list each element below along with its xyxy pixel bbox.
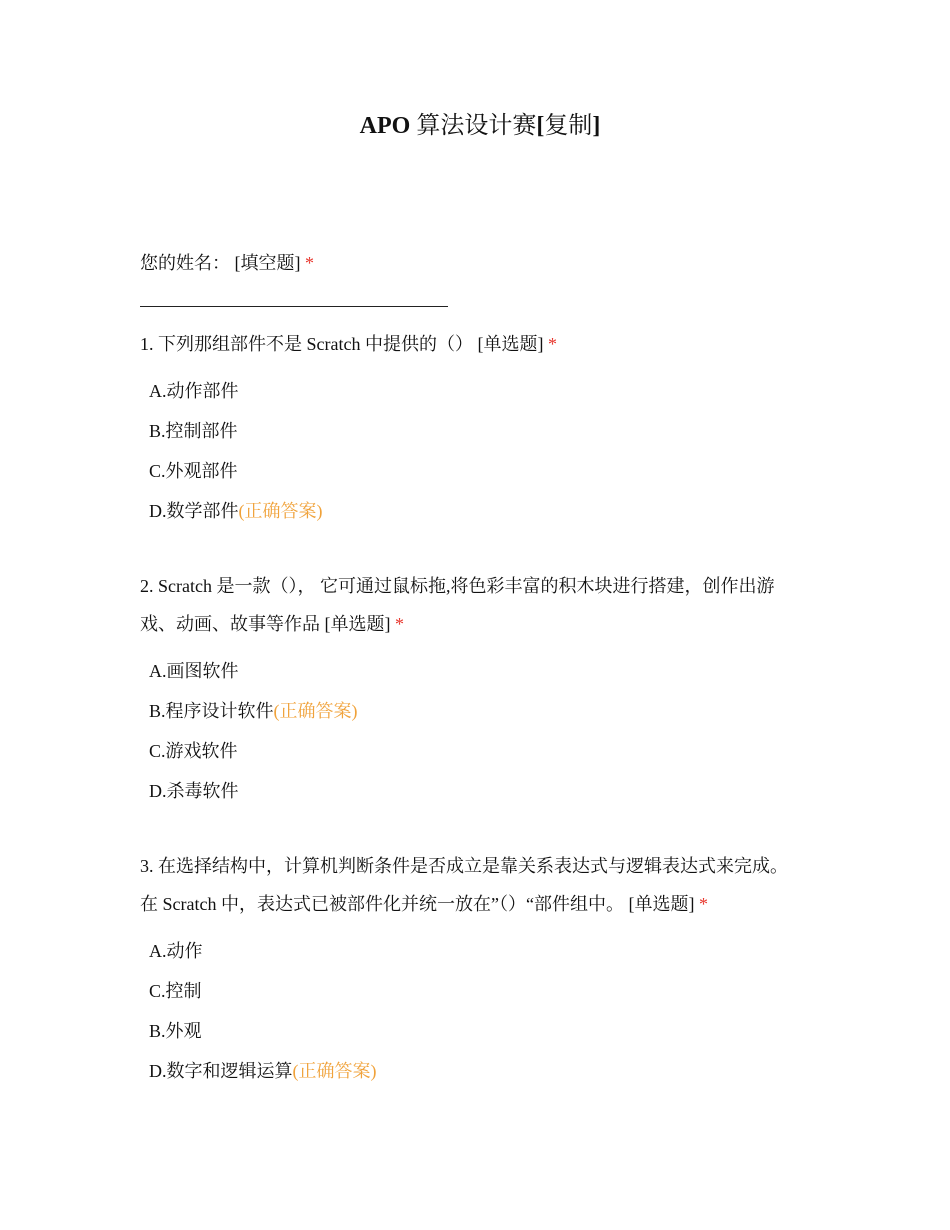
option-label: C.控制	[149, 981, 202, 1001]
option-label: B.控制部件	[149, 421, 238, 441]
option-label: C.外观部件	[149, 461, 238, 481]
required-mark: *	[698, 894, 708, 914]
option-label: A.动作部件	[149, 381, 239, 401]
option-label: D.数学部件	[149, 501, 239, 521]
question-3-text	[140, 847, 820, 923]
required-mark: *	[547, 334, 557, 354]
question-2-option-d	[149, 779, 239, 803]
question-3-option-c	[149, 1019, 202, 1043]
question-1-option-d	[149, 499, 323, 523]
option-label: D.数字和逻辑运算	[149, 1061, 293, 1081]
question-2-type: [单选题]	[320, 614, 395, 634]
required-mark: *	[305, 253, 314, 273]
name-question-label: 您的姓名：	[140, 253, 230, 273]
option-label: A.画图软件	[149, 661, 239, 681]
question-3-option-d	[149, 1059, 377, 1083]
title-bracket-open: [	[536, 113, 545, 139]
question-1-option-a	[149, 379, 239, 403]
option-label: B.外观	[149, 1021, 202, 1041]
question-1-option-b	[149, 419, 238, 443]
title-prefix: APO	[359, 113, 411, 139]
survey-title	[0, 110, 950, 142]
question-3-type: [单选题]	[623, 894, 699, 914]
question-2-stem-line2: 戏、动画、故事等作品	[140, 614, 320, 634]
name-question-type: [填空题]	[230, 253, 305, 273]
question-2-text	[140, 567, 820, 643]
title-bracket-close: ]	[592, 113, 601, 139]
required-mark: *	[395, 614, 404, 634]
question-3-option-b	[149, 979, 202, 1003]
question-2-option-b	[149, 699, 358, 723]
question-2-option-a	[149, 659, 239, 683]
option-label: A.动作	[149, 941, 203, 961]
option-label: D.杀毒软件	[149, 781, 239, 801]
question-3-option-a	[149, 939, 203, 963]
question-1-option-c	[149, 459, 238, 483]
question-1-text	[140, 325, 820, 363]
name-answer-blank[interactable]	[140, 306, 448, 307]
name-question	[140, 244, 820, 282]
question-1-type: [单选题]	[472, 334, 548, 354]
option-label: B.程序设计软件	[149, 701, 274, 721]
correct-answer-badge: (正确答案)	[273, 701, 358, 721]
question-3-stem-line2: 在 Scratch 中，表达式已被部件化并统一放在”（）“部件组中。	[140, 894, 624, 914]
title-text: 算法设计赛	[410, 113, 537, 139]
question-3-stem-line1: 3. 在选择结构中，计算机判断条件是否成立是靠关系表达式与逻辑表达式来完成。	[140, 856, 788, 876]
correct-answer-badge: (正确答案)	[292, 1061, 377, 1081]
option-label: C.游戏软件	[149, 741, 238, 761]
title-copy: 复制	[544, 113, 593, 139]
question-1-stem: 1. 下列那组部件不是 Scratch 中提供的（）	[140, 334, 473, 354]
correct-answer-badge: (正确答案)	[238, 501, 323, 521]
question-2-stem-line1: 2. Scratch 是一款（）， 它可通过鼠标拖,将色彩丰富的积木块进行搭建，创作出游	[140, 576, 775, 596]
question-2-option-c	[149, 739, 238, 763]
